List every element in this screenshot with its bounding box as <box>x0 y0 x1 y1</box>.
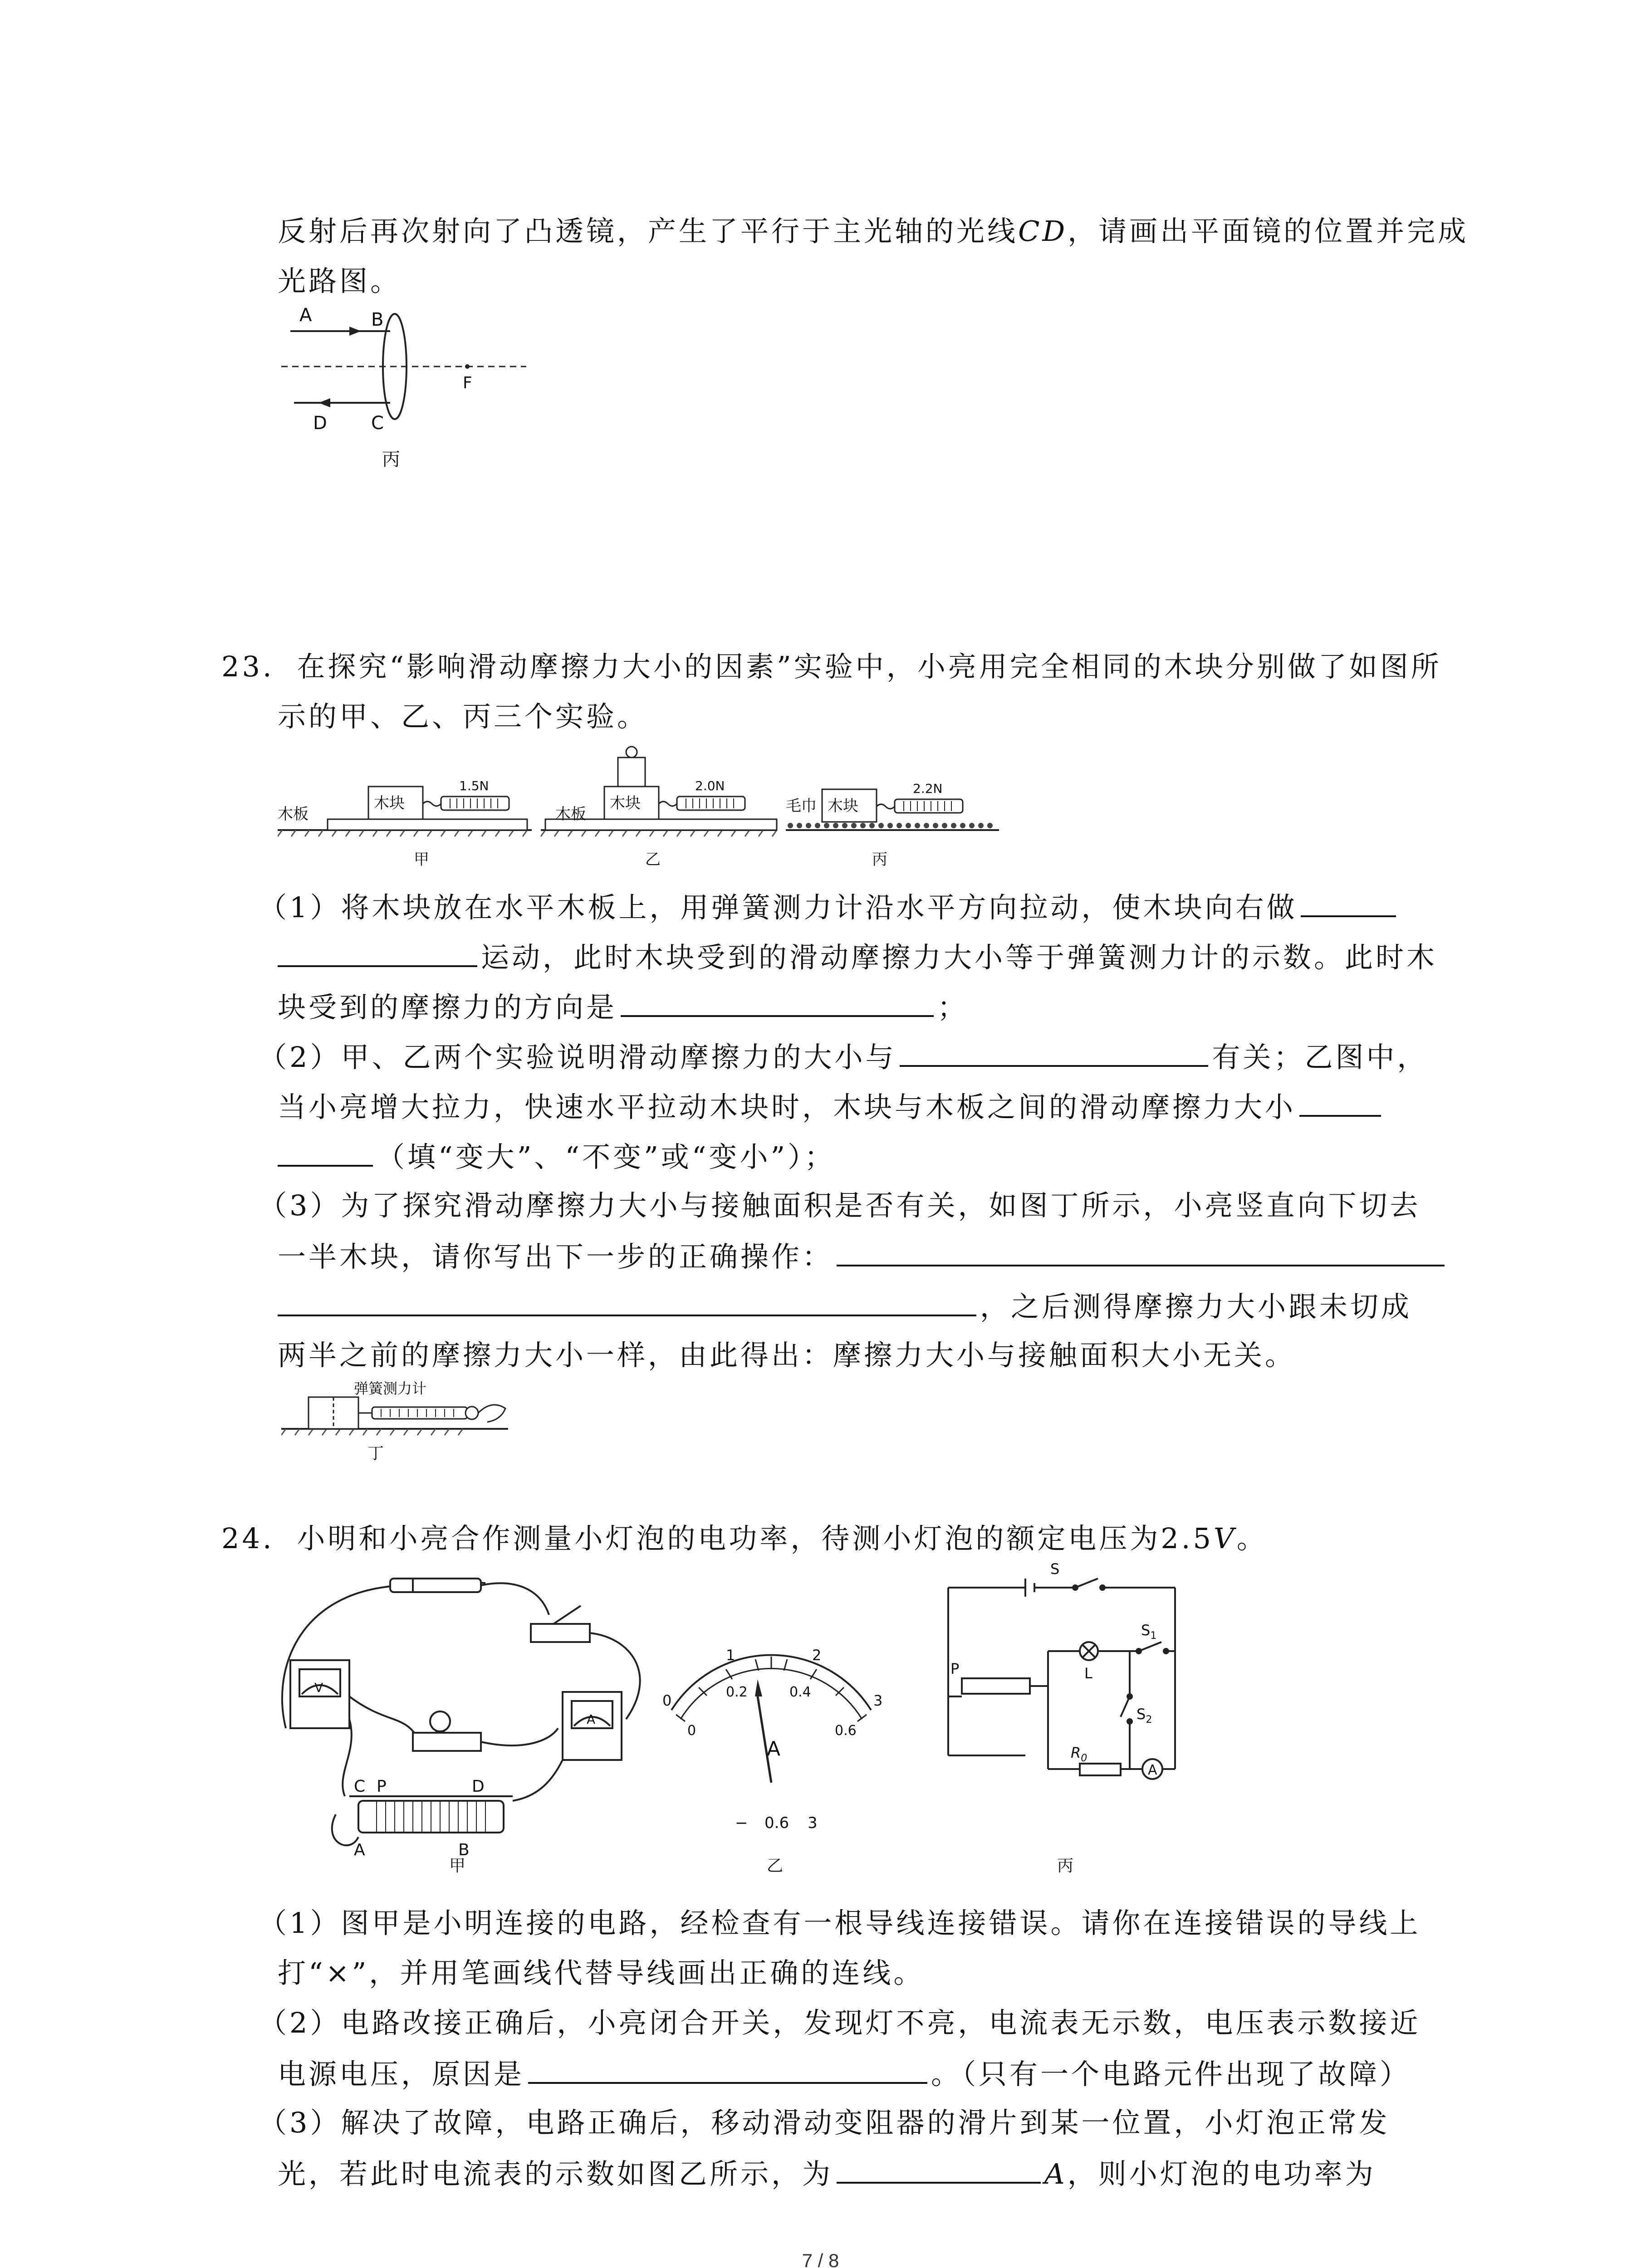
label-f: F <box>463 374 472 392</box>
q23-p3b: 一半木块，请你写出下一步的正确操作： <box>278 1240 833 1273</box>
ammeter-label: A <box>587 1712 596 1727</box>
q24-p3b: 光，若此时电流表的示数如图乙所示，为 <box>278 2157 833 2190</box>
q24-line-1 <box>221 1520 1268 1557</box>
page-number: 7 / 8 <box>802 2250 839 2268</box>
scale-top-2: 2 <box>812 1647 822 1664</box>
terminal-3: 3 <box>808 1814 818 1832</box>
blank-fault[interactable] <box>528 2055 927 2084</box>
q24-p3-line-b <box>278 2155 1376 2192</box>
board-label-2: 木板 <box>555 805 586 823</box>
q22-line-2: 光路图。 <box>278 264 402 298</box>
terminal-b: B <box>458 1841 470 1859</box>
q23-number: 23. <box>221 650 274 683</box>
scale-bottom-3: 0.6 <box>835 1723 857 1739</box>
switch-s: S <box>1050 1560 1060 1578</box>
scale-bottom-2: 0.4 <box>789 1684 811 1700</box>
force-1: 1.5N <box>459 778 489 793</box>
q23-p3-line-c <box>278 1287 1412 1325</box>
q23-p2b: 当小亮增大拉力，快速水平拉动木块时，木块与木板之间的滑动摩擦力大小 <box>278 1090 1296 1124</box>
q24-intro-end: 。 <box>1236 1522 1268 1555</box>
q24-number: 24. <box>221 1522 274 1555</box>
switch-s2-letter: S <box>1136 1706 1146 1723</box>
terminal-c: C <box>354 1777 366 1796</box>
caption-bing-schematic: 丙 <box>1057 1857 1074 1873</box>
resistor-r0-sub: 0 <box>1081 1753 1087 1764</box>
q24-p2b: 电源电压，原因是 <box>278 2058 525 2091</box>
q22-text: 反射后再次射向了凸透镜，产生了平行于主光轴的光线 <box>278 215 1019 248</box>
lens-diagram <box>281 299 535 481</box>
q24-voltage-unit: V <box>1213 1522 1237 1555</box>
setup-bing <box>786 781 999 869</box>
scale-bottom-0: 0 <box>687 1723 696 1739</box>
q23-p1-line-a <box>259 888 1400 926</box>
force-3: 2.2N <box>913 781 943 796</box>
q23-p2-line-b <box>278 1088 1385 1125</box>
switch-s2 <box>1136 1706 1152 1725</box>
q23-p3-line-d: 两半之前的摩擦力大小一样，由此得出：摩擦力大小与接触面积大小无关。 <box>278 1339 1296 1372</box>
terminal-06: 0.6 <box>764 1814 789 1832</box>
q23-line-1 <box>221 649 1442 685</box>
towel-label: 毛巾 <box>786 797 817 815</box>
q22-var: CD <box>1018 215 1068 248</box>
terminal-a: A <box>354 1841 365 1859</box>
cut-block-diagram <box>281 1374 535 1465</box>
blank-motion-1[interactable] <box>1301 888 1396 917</box>
block-label: 木块 <box>374 794 405 812</box>
force-2: 2.0N <box>695 778 725 793</box>
q23-p1b: 运动，此时木块受到的滑动摩擦力大小等于弹簧测力计的示数。此时木 <box>481 941 1438 974</box>
schematic-slider-p: P <box>950 1660 960 1677</box>
terminal-neg: − <box>735 1814 748 1832</box>
voltmeter-label: V <box>314 1680 323 1695</box>
circuit-figures <box>268 1560 1220 1873</box>
q23-p1c: 块受到的摩擦力的方向是 <box>278 991 617 1024</box>
q23-p3c-end: ，之后测得摩擦力大小跟未切成 <box>980 1290 1412 1323</box>
switch-s2-sub: 2 <box>1146 1714 1152 1725</box>
q23-p2-line-a <box>259 1038 1428 1075</box>
caption-jia: 甲 <box>414 850 429 869</box>
q24-p3-line-a: （3）解决了故障，电路正确后，移动滑动变阻器的滑片到某一位置，小灯泡正常发 <box>259 2106 1390 2139</box>
ammeter-dial <box>671 1655 871 1783</box>
q24-current-unit: A <box>1044 2157 1068 2190</box>
caption-yi-dial: 乙 <box>767 1857 784 1873</box>
q24-intro: 小明和小亮合作测量小灯泡的电功率，待测小灯泡的额定电压为 <box>297 1522 1161 1555</box>
q23-p1a: （1）将木块放在水平木板上，用弹簧测力计沿水平方向拉动，使木块向右做 <box>259 891 1298 924</box>
caption-ding: 丁 <box>367 1444 384 1463</box>
fig-caption: 丙 <box>382 449 400 470</box>
blank-change-2[interactable] <box>278 1138 373 1167</box>
q22-text-end: ，请画出平面镜的位置并完成 <box>1068 215 1469 248</box>
dial-unit: A <box>767 1737 781 1760</box>
caption-circuit-jia: 甲 <box>449 1857 466 1873</box>
blank-motion-2[interactable] <box>278 938 477 967</box>
switch-s1 <box>1141 1622 1156 1642</box>
blank-operation-2[interactable] <box>278 1287 976 1316</box>
label-d: D <box>313 413 327 434</box>
schematic-ammeter: A <box>1148 1762 1157 1778</box>
q22-line-1 <box>278 213 1469 249</box>
blank-current[interactable] <box>837 2155 1041 2184</box>
q23-p3-line-a: （3）为了探究滑动摩擦力大小与接触面积是否有关，如图丁所示，小亮竖直向下切去 <box>259 1189 1421 1222</box>
blank-factor[interactable] <box>900 1038 1208 1067</box>
q24-p3b-end: ，则小灯泡的电功率为 <box>1067 2157 1376 2190</box>
label-a: A <box>299 305 312 326</box>
blank-change-1[interactable] <box>1299 1088 1381 1117</box>
setup-yi <box>541 747 777 869</box>
slider-p: P <box>377 1777 387 1796</box>
q24-p2b-end: 。（只有一个电路元件出现了故障） <box>931 2058 1411 2091</box>
friction-diagram <box>278 739 1004 875</box>
label-b: B <box>371 309 384 330</box>
spring-scale-label: 弹簧测力计 <box>354 1380 427 1397</box>
q23-p1-line-c <box>278 988 968 1026</box>
q23-p2-line-c <box>278 1138 835 1175</box>
scale-top-0: 0 <box>662 1692 672 1709</box>
blank-operation-1[interactable] <box>837 1237 1445 1266</box>
terminal-d: D <box>472 1777 485 1796</box>
q23-intro-1: 在探究“影响滑动摩擦力大小的因素”实验中，小亮用完全相同的木块分别做了如图所 <box>297 650 1442 683</box>
switch-s1-letter: S <box>1141 1622 1151 1639</box>
blank-direction[interactable] <box>621 988 934 1017</box>
lamp-l: L <box>1084 1665 1092 1682</box>
block-label-3: 木块 <box>828 797 858 815</box>
resistor-r0-letter: R <box>1071 1744 1081 1761</box>
caption-yi: 乙 <box>645 850 661 869</box>
switch-s1-sub: 1 <box>1150 1630 1157 1642</box>
q23-p3-line-b <box>278 1237 1448 1275</box>
q24-p1-line-a: （1）图甲是小明连接的电路，经检查有一根导线连接错误。请你在连接错误的导线上 <box>259 1906 1421 1940</box>
q24-p2-line-b <box>278 2055 1411 2092</box>
caption-bing: 丙 <box>872 850 887 869</box>
schematic-circuit <box>948 1579 1175 1779</box>
setup-jia <box>278 778 532 869</box>
q24-p2-line-a: （2）电路改接正确后，小亮闭合开关，发现灯不亮，电流表无示数，电压表示数接近 <box>259 2006 1421 2039</box>
q23-intro-2: 示的甲、乙、丙三个实验。 <box>278 700 648 733</box>
q23-p1-line-b <box>278 938 1437 976</box>
scale-bottom-1: 0.2 <box>726 1684 748 1700</box>
label-c: C <box>371 413 384 434</box>
resistor-r0 <box>1071 1744 1087 1764</box>
q24-voltage-value: 2.5 <box>1161 1522 1214 1555</box>
scale-top-1: 1 <box>726 1647 735 1664</box>
board-label-1: 木板 <box>278 805 309 823</box>
q24-p1-line-b: 打“×”，并用笔画线代替导线画出正确的连线。 <box>278 1956 925 1989</box>
q23-p2a-end: 有关；乙图中， <box>1212 1041 1428 1074</box>
block-label-2: 木块 <box>610 794 641 812</box>
q23-p1c-end: ； <box>937 991 969 1024</box>
q23-p2c: （填“变大”、“不变”或“变小”）； <box>377 1140 836 1173</box>
scale-top-3: 3 <box>873 1692 883 1709</box>
q23-p2a: （2）甲、乙两个实验说明滑动摩擦力的大小与 <box>259 1041 896 1074</box>
